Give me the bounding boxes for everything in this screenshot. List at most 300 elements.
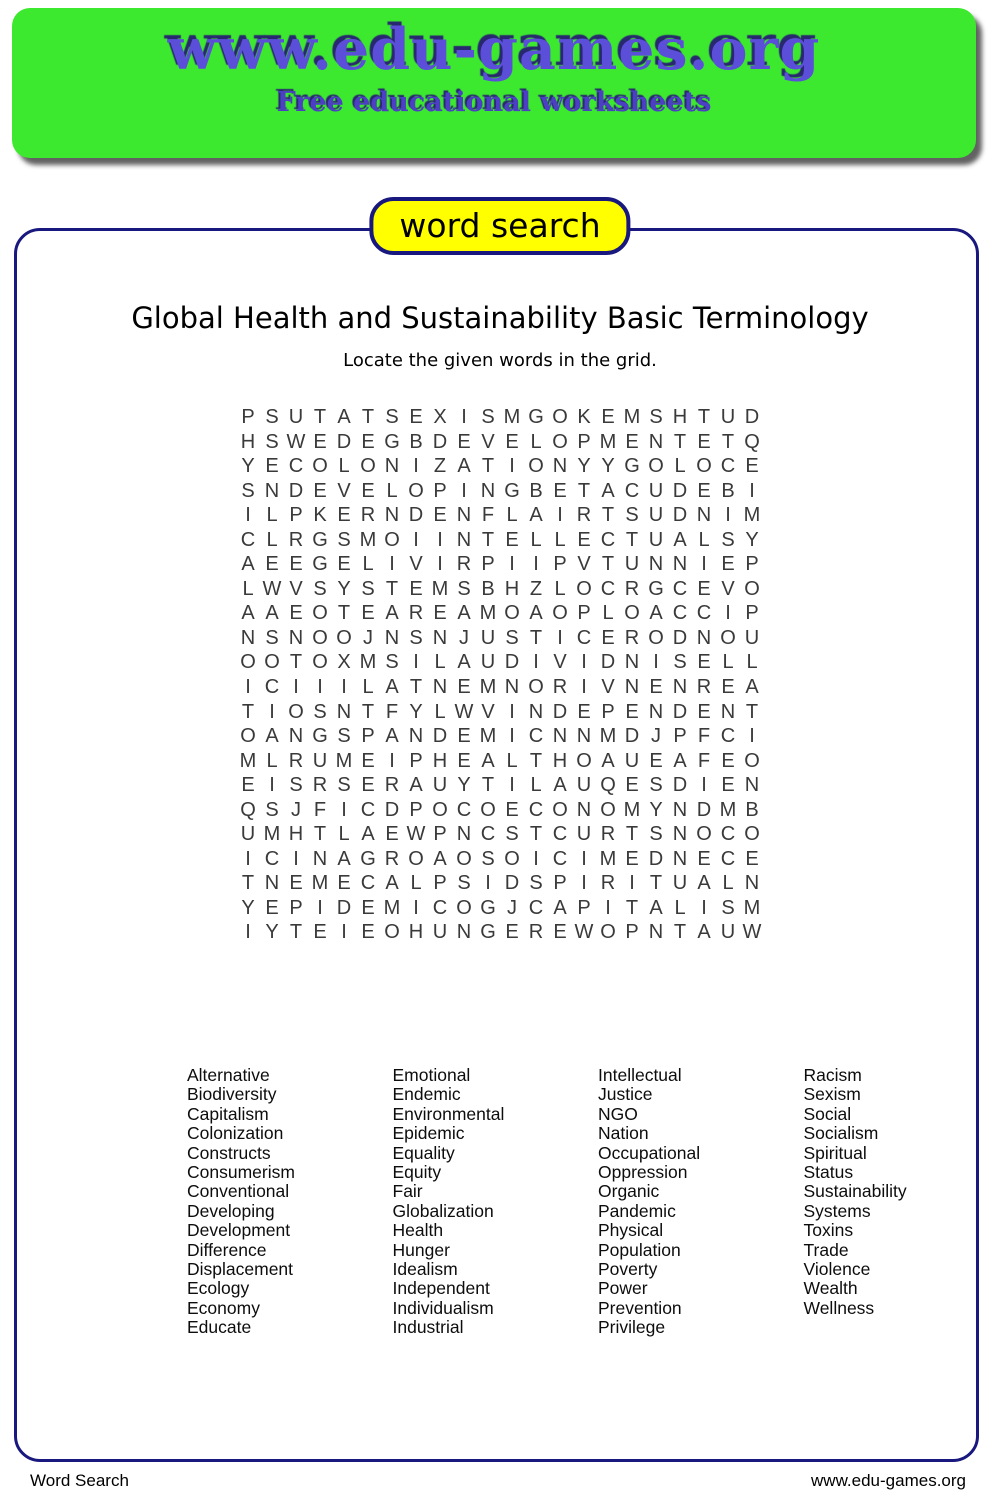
grid-letter: Y bbox=[337, 577, 351, 600]
grid-letter: D bbox=[696, 798, 712, 821]
word-item: Developing bbox=[187, 1200, 275, 1221]
grid-letter: Q bbox=[744, 430, 760, 453]
grid-row bbox=[236, 626, 764, 651]
grid-letter: M bbox=[599, 847, 617, 870]
grid-letter: I bbox=[317, 896, 323, 919]
grid-letter: N bbox=[312, 847, 328, 870]
grid-letter: F bbox=[385, 700, 399, 723]
grid-row bbox=[236, 675, 764, 700]
grid-letter: T bbox=[361, 406, 375, 428]
grid-letter: E bbox=[625, 774, 639, 797]
grid-letter: I bbox=[533, 651, 539, 674]
grid-letter: H bbox=[432, 749, 448, 772]
grid-letter: E bbox=[553, 921, 567, 944]
grid-letter: A bbox=[697, 872, 711, 895]
grid-letter: N bbox=[264, 479, 280, 502]
grid-letter: I bbox=[653, 651, 659, 674]
word-item: Poverty bbox=[598, 1259, 658, 1280]
grid-row bbox=[236, 871, 764, 896]
grid-letter: V bbox=[553, 651, 567, 674]
grid-letter: E bbox=[361, 479, 375, 502]
grid-letter: I bbox=[629, 872, 635, 895]
grid-letter: E bbox=[265, 553, 279, 576]
grid-letter: Y bbox=[409, 700, 423, 723]
grid-letter: A bbox=[337, 406, 351, 428]
grid-letter: A bbox=[409, 774, 423, 797]
grid-letter: W bbox=[574, 921, 594, 944]
grid-letter: I bbox=[269, 774, 275, 797]
grid-letter: M bbox=[311, 872, 329, 895]
grid-letter: P bbox=[481, 553, 495, 576]
grid-letter: F bbox=[313, 798, 327, 821]
grid-letter: W bbox=[262, 577, 282, 600]
grid-letter: P bbox=[289, 504, 303, 527]
grid-letter: A bbox=[337, 847, 351, 870]
grid-letter: T bbox=[625, 896, 639, 919]
grid-letter: A bbox=[601, 749, 615, 772]
grid-letter: R bbox=[408, 602, 424, 625]
word-item: Status bbox=[803, 1162, 854, 1183]
grid-letter: A bbox=[745, 676, 759, 699]
grid-letter: D bbox=[744, 406, 760, 428]
grid-letter: O bbox=[456, 896, 472, 919]
grid-letter: M bbox=[743, 896, 761, 919]
grid-letter: C bbox=[576, 626, 592, 649]
grid-letter: N bbox=[456, 921, 472, 944]
grid-letter: V bbox=[721, 577, 735, 600]
grid-letter: B bbox=[745, 798, 759, 821]
grid-letter: P bbox=[577, 896, 591, 919]
grid-letter: T bbox=[313, 406, 327, 428]
grid-letter: D bbox=[288, 479, 304, 502]
grid-row bbox=[236, 822, 764, 847]
grid-letter: D bbox=[600, 651, 616, 674]
grid-letter: R bbox=[288, 749, 304, 772]
grid-letter: A bbox=[697, 921, 711, 944]
grid-letter: U bbox=[720, 406, 736, 428]
grid-letter: L bbox=[698, 528, 710, 551]
grid-letter: Y bbox=[265, 921, 279, 944]
grid-letter: N bbox=[624, 676, 640, 699]
word-item: Violence bbox=[803, 1259, 871, 1280]
grid-letter: O bbox=[312, 651, 328, 674]
grid-letter: H bbox=[240, 430, 256, 453]
grid-letter: M bbox=[623, 798, 641, 821]
grid-letter: D bbox=[672, 626, 688, 649]
grid-letter: I bbox=[437, 528, 443, 551]
grid-letter: I bbox=[725, 602, 731, 625]
grid-letter: E bbox=[337, 553, 351, 576]
grid-letter: C bbox=[264, 847, 280, 870]
grid-letter: L bbox=[386, 479, 398, 502]
grid-row bbox=[236, 650, 764, 675]
grid-letter: S bbox=[385, 651, 399, 674]
grid-letter: C bbox=[528, 896, 544, 919]
grid-letter: B bbox=[481, 577, 495, 600]
grid-letter: J bbox=[363, 626, 373, 649]
puzzle-title: Global Health and Sustainability Basic Terminology bbox=[131, 301, 869, 335]
grid-letter: R bbox=[528, 921, 544, 944]
grid-letter: O bbox=[552, 602, 568, 625]
grid-letter: I bbox=[389, 553, 395, 576]
grid-letter: H bbox=[504, 577, 520, 600]
grid-letter: L bbox=[362, 553, 374, 576]
grid-letter: I bbox=[557, 626, 563, 649]
word-item: Privilege bbox=[598, 1317, 666, 1338]
word-item: Hunger bbox=[392, 1239, 450, 1260]
grid-letter: I bbox=[581, 676, 587, 699]
grid-letter: C bbox=[720, 725, 736, 748]
word-item: Displacement bbox=[187, 1259, 294, 1280]
word-item: Sustainability bbox=[803, 1181, 907, 1202]
word-item: Fair bbox=[392, 1181, 423, 1202]
grid-letter: J bbox=[459, 626, 469, 649]
word-item: Epidemic bbox=[392, 1123, 465, 1144]
grid-letter: E bbox=[409, 406, 423, 428]
grid-row bbox=[236, 847, 764, 872]
grid-letter: P bbox=[241, 406, 255, 428]
word-item: Prevention bbox=[598, 1297, 682, 1318]
grid-letter: N bbox=[576, 798, 592, 821]
grid-letter: S bbox=[385, 406, 399, 428]
grid-letter: I bbox=[605, 896, 611, 919]
grid-letter: L bbox=[530, 430, 542, 453]
grid-letter: N bbox=[384, 455, 400, 478]
grid-letter: N bbox=[408, 725, 424, 748]
grid-letter: V bbox=[409, 553, 423, 576]
grid-letter: E bbox=[697, 651, 711, 674]
grid-letter: E bbox=[625, 700, 639, 723]
grid-letter: A bbox=[241, 553, 255, 576]
grid-letter: O bbox=[408, 847, 424, 870]
word-item: Equality bbox=[392, 1142, 455, 1163]
grid-letter: T bbox=[697, 406, 711, 428]
word-item: Endemic bbox=[392, 1084, 461, 1105]
grid-row bbox=[236, 724, 764, 749]
grid-letter: A bbox=[265, 602, 279, 625]
grid-letter: M bbox=[743, 504, 761, 527]
grid-letter: E bbox=[457, 430, 471, 453]
grid-letter: Y bbox=[601, 455, 615, 478]
grid-letter: D bbox=[672, 774, 688, 797]
grid-letter: L bbox=[410, 872, 422, 895]
grid-letter: P bbox=[433, 823, 447, 846]
word-item: Industrial bbox=[392, 1317, 464, 1338]
grid-letter: A bbox=[673, 749, 687, 772]
word-item: Physical bbox=[598, 1220, 664, 1241]
grid-letter: E bbox=[361, 774, 375, 797]
grid-letter: T bbox=[625, 528, 639, 551]
grid-letter: I bbox=[533, 847, 539, 870]
grid-letter: A bbox=[457, 602, 471, 625]
grid-letter: I bbox=[725, 504, 731, 527]
grid-letter: M bbox=[359, 528, 377, 551]
grid-letter: O bbox=[312, 626, 328, 649]
grid-letter: N bbox=[528, 700, 544, 723]
word-item: Racism bbox=[803, 1065, 862, 1085]
grid-letter: O bbox=[384, 528, 400, 551]
grid-letter: C bbox=[720, 455, 736, 478]
grid-letter: R bbox=[552, 676, 568, 699]
word-item: Independent bbox=[392, 1278, 490, 1299]
grid-letter: C bbox=[240, 528, 256, 551]
grid-letter: E bbox=[505, 430, 519, 453]
grid-letter: S bbox=[721, 528, 735, 551]
grid-letter: T bbox=[673, 430, 687, 453]
grid-letter: U bbox=[648, 504, 664, 527]
grid-letter: E bbox=[625, 847, 639, 870]
grid-letter: A bbox=[241, 602, 255, 625]
grid-letter: N bbox=[552, 725, 568, 748]
grid-letter: M bbox=[719, 798, 737, 821]
grid-letter: L bbox=[362, 676, 374, 699]
grid-letter: C bbox=[624, 479, 640, 502]
word-item: Systems bbox=[803, 1200, 871, 1221]
grid-letter: E bbox=[457, 725, 471, 748]
word-item: NGO bbox=[598, 1103, 638, 1124]
word-item: Organic bbox=[598, 1181, 660, 1202]
grid-letter: S bbox=[625, 504, 639, 527]
grid-letter: Z bbox=[529, 577, 543, 600]
grid-letter: C bbox=[600, 528, 616, 551]
puzzle-instruction: Locate the given words in the grid. bbox=[343, 350, 657, 371]
grid-letter: L bbox=[266, 749, 278, 772]
grid-letter: I bbox=[509, 774, 515, 797]
grid-letter: M bbox=[599, 725, 617, 748]
grid-letter: P bbox=[601, 700, 615, 723]
grid-letter: V bbox=[337, 479, 351, 502]
grid-letter: S bbox=[361, 577, 375, 600]
grid-letter: H bbox=[288, 823, 304, 846]
grid-letter: R bbox=[576, 504, 592, 527]
grid-letter: S bbox=[649, 406, 663, 428]
grid-letter: I bbox=[461, 479, 467, 502]
grid-letter: O bbox=[288, 700, 304, 723]
grid-letter: I bbox=[533, 553, 539, 576]
grid-letter: E bbox=[313, 479, 327, 502]
grid-letter: F bbox=[697, 749, 711, 772]
grid-letter: N bbox=[720, 700, 736, 723]
word-item: Toxins bbox=[803, 1220, 854, 1241]
grid-letter: S bbox=[409, 626, 423, 649]
grid-letter: C bbox=[552, 823, 568, 846]
word-item: Constructs bbox=[187, 1142, 271, 1163]
grid-letter: Z bbox=[433, 455, 447, 478]
grid-letter: T bbox=[385, 577, 399, 600]
grid-letter: D bbox=[336, 430, 352, 453]
grid-letter: G bbox=[480, 896, 496, 919]
grid-letter: O bbox=[264, 651, 280, 674]
grid-letter: E bbox=[265, 896, 279, 919]
grid-letter: T bbox=[745, 700, 759, 723]
grid-letter: L bbox=[554, 528, 566, 551]
grid-letter: U bbox=[432, 921, 448, 944]
grid-letter: S bbox=[505, 626, 519, 649]
grid-letter: C bbox=[552, 847, 568, 870]
grid-letter: W bbox=[286, 430, 306, 453]
site-title: www.edu-games.org bbox=[167, 16, 821, 83]
grid-letter: F bbox=[481, 504, 495, 527]
grid-letter: O bbox=[312, 455, 328, 478]
grid-letter: E bbox=[577, 700, 591, 723]
grid-letter: A bbox=[385, 676, 399, 699]
grid-letter: C bbox=[672, 602, 688, 625]
grid-letter: N bbox=[384, 626, 400, 649]
grid-letter: I bbox=[341, 798, 347, 821]
grid-letter: A bbox=[385, 725, 399, 748]
word-item: Sexism bbox=[803, 1084, 861, 1105]
grid-letter: A bbox=[649, 896, 663, 919]
grid-letter: L bbox=[674, 896, 686, 919]
grid-letter: N bbox=[576, 725, 592, 748]
word-column bbox=[804, 1066, 1000, 1338]
grid-letter: Y bbox=[241, 455, 255, 478]
grid-letter: E bbox=[265, 455, 279, 478]
grid-letter: L bbox=[722, 651, 734, 674]
grid-letter: T bbox=[601, 504, 615, 527]
grid-letter: O bbox=[576, 577, 592, 600]
grid-letter: O bbox=[504, 602, 520, 625]
grid-letter: G bbox=[648, 577, 664, 600]
word-item: Conventional bbox=[187, 1181, 290, 1202]
grid-letter: T bbox=[577, 479, 591, 502]
word-item: Globalization bbox=[392, 1200, 494, 1221]
grid-letter: I bbox=[293, 847, 299, 870]
grid-letter: I bbox=[509, 553, 515, 576]
grid-row bbox=[236, 405, 764, 430]
grid-letter: N bbox=[456, 823, 472, 846]
grid-letter: K bbox=[577, 406, 591, 428]
word-item: Spiritual bbox=[803, 1142, 867, 1163]
grid-row bbox=[236, 896, 764, 921]
grid-letter: A bbox=[457, 455, 471, 478]
grid-letter: M bbox=[335, 749, 353, 772]
grid-letter: A bbox=[433, 847, 447, 870]
grid-letter: E bbox=[289, 553, 303, 576]
grid-letter: R bbox=[456, 553, 472, 576]
grid-letter: N bbox=[384, 504, 400, 527]
word-item: Trade bbox=[803, 1239, 849, 1260]
grid-letter: N bbox=[648, 700, 664, 723]
grid-letter: O bbox=[384, 921, 400, 944]
grid-letter: M bbox=[383, 896, 401, 919]
grid-letter: H bbox=[552, 749, 568, 772]
grid-row bbox=[236, 601, 764, 626]
grid-letter: E bbox=[601, 626, 615, 649]
grid-letter: L bbox=[338, 823, 350, 846]
word-item: Wellness bbox=[803, 1297, 875, 1318]
grid-letter: S bbox=[481, 406, 495, 428]
grid-letter: M bbox=[479, 676, 497, 699]
grid-letter: O bbox=[504, 847, 520, 870]
grid-letter: M bbox=[623, 406, 641, 428]
grid-letter: O bbox=[696, 823, 712, 846]
grid-letter: U bbox=[288, 406, 304, 428]
grid-letter: S bbox=[241, 479, 255, 502]
grid-letter: D bbox=[336, 896, 352, 919]
grid-letter: R bbox=[288, 528, 304, 551]
grid-letter: I bbox=[437, 553, 443, 576]
grid-letter: P bbox=[553, 553, 567, 576]
grid-letter: W bbox=[454, 700, 474, 723]
grid-letter: U bbox=[624, 553, 640, 576]
grid-letter: P bbox=[409, 798, 423, 821]
grid-letter: L bbox=[722, 872, 734, 895]
grid-row bbox=[236, 773, 764, 798]
word-item: Socialism bbox=[803, 1123, 879, 1144]
grid-letter: I bbox=[701, 774, 707, 797]
grid-letter: A bbox=[457, 651, 471, 674]
grid-letter: B bbox=[529, 479, 543, 502]
grid-letter: T bbox=[313, 823, 327, 846]
grid-letter: V bbox=[481, 700, 495, 723]
grid-letter: E bbox=[697, 479, 711, 502]
grid-letter: I bbox=[341, 921, 347, 944]
grid-letter: N bbox=[432, 676, 448, 699]
grid-letter: Y bbox=[649, 798, 663, 821]
grid-letter: I bbox=[461, 406, 467, 428]
grid-letter: U bbox=[648, 528, 664, 551]
grid-letter: E bbox=[721, 749, 735, 772]
grid-letter: S bbox=[265, 406, 279, 428]
grid-letter: D bbox=[648, 847, 664, 870]
grid-letter: T bbox=[289, 651, 303, 674]
grid-letter: I bbox=[341, 676, 347, 699]
grid-letter: B bbox=[721, 479, 735, 502]
letter-grid bbox=[236, 405, 764, 945]
word-item: Health bbox=[392, 1220, 444, 1241]
grid-letter: D bbox=[504, 872, 520, 895]
grid-letter: T bbox=[529, 823, 543, 846]
grid-letter: D bbox=[672, 479, 688, 502]
grid-letter: O bbox=[600, 798, 616, 821]
grid-letter: M bbox=[479, 725, 497, 748]
grid-letter: O bbox=[696, 455, 712, 478]
grid-letter: E bbox=[385, 823, 399, 846]
grid-letter: E bbox=[433, 602, 447, 625]
grid-letter: T bbox=[241, 872, 255, 895]
grid-letter: I bbox=[413, 651, 419, 674]
grid-letter: O bbox=[576, 749, 592, 772]
grid-letter: N bbox=[456, 504, 472, 527]
grid-letter: O bbox=[408, 479, 424, 502]
grid-letter: N bbox=[672, 553, 688, 576]
grid-letter: D bbox=[672, 700, 688, 723]
grid-letter: L bbox=[602, 602, 614, 625]
grid-letter: W bbox=[742, 921, 762, 944]
grid-letter: E bbox=[625, 430, 639, 453]
grid-letter: O bbox=[240, 651, 256, 674]
grid-letter: C bbox=[720, 847, 736, 870]
grid-letter: I bbox=[749, 725, 755, 748]
grid-letter: U bbox=[240, 823, 256, 846]
grid-letter: U bbox=[576, 823, 592, 846]
grid-letter: E bbox=[361, 602, 375, 625]
grid-letter: R bbox=[312, 774, 328, 797]
grid-letter: N bbox=[288, 725, 304, 748]
grid-letter: E bbox=[361, 430, 375, 453]
grid-letter: Y bbox=[577, 455, 591, 478]
grid-letter: C bbox=[456, 798, 472, 821]
grid-letter: O bbox=[528, 455, 544, 478]
grid-letter: D bbox=[408, 504, 424, 527]
grid-letter: A bbox=[673, 528, 687, 551]
grid-letter: N bbox=[672, 847, 688, 870]
word-column bbox=[598, 1066, 804, 1338]
grid-letter: A bbox=[529, 602, 543, 625]
grid-letter: P bbox=[553, 872, 567, 895]
grid-letter: J bbox=[651, 725, 661, 748]
